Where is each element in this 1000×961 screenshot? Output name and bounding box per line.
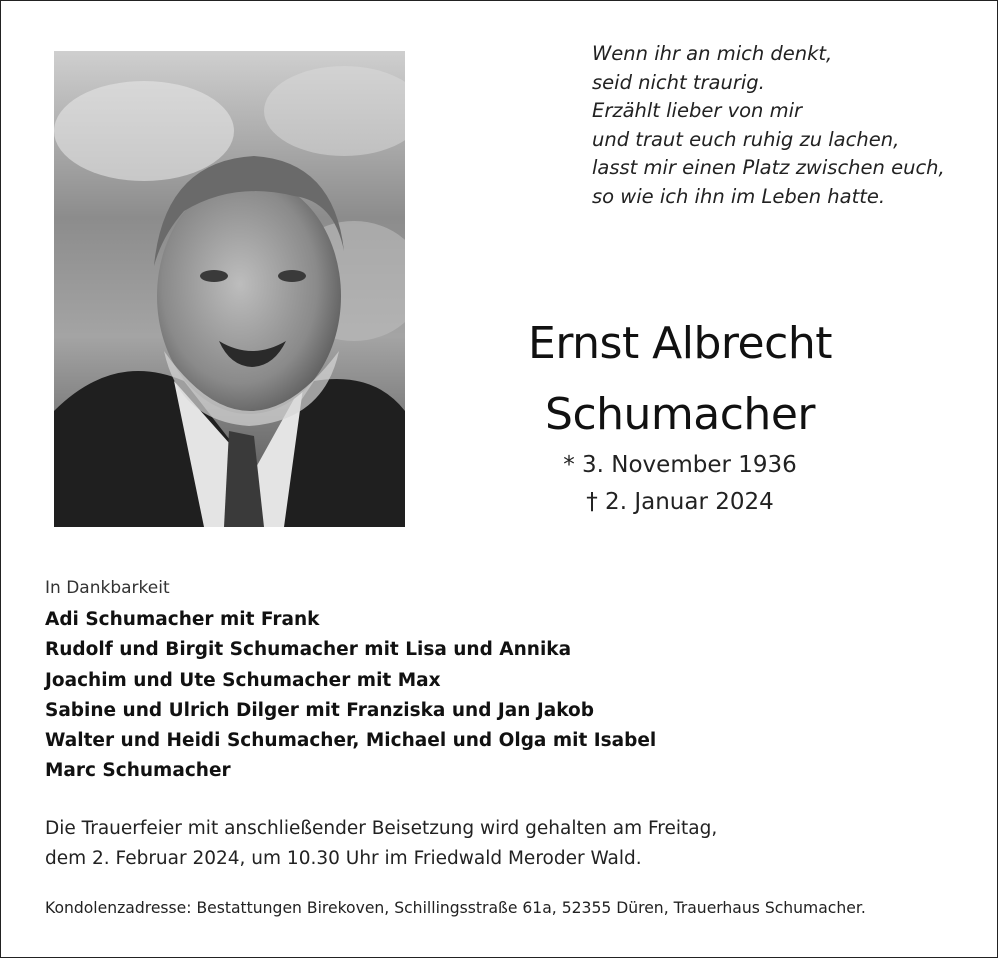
poem-line: Wenn ihr an mich denkt, xyxy=(592,42,833,65)
mourner-line: Marc Schumacher xyxy=(45,760,231,782)
poem-line: lasst mir einen Platz zwischen euch, xyxy=(592,156,945,180)
ceremony-line: dem 2. Februar 2024, um 10.30 Uhr im Friedwald Meroder Wald. xyxy=(45,848,642,869)
mourners-list xyxy=(45,605,656,787)
gratitude-intro: In Dankbarkeit xyxy=(45,578,170,598)
poem-line: seid nicht traurig. xyxy=(592,70,765,94)
mourner-line: Adi Schumacher mit Frank xyxy=(45,609,320,630)
ceremony-line: Die Trauerfeier mit anschließender Beisetzung wird gehalten am Freitag, xyxy=(45,818,718,839)
poem-line: Erzählt lieber von mir xyxy=(592,99,803,123)
birth-date: * 3. November 1936 xyxy=(563,452,797,478)
mourner-line: Joachim und Ute Schumacher mit Max xyxy=(45,669,441,691)
memorial-poem xyxy=(592,40,992,212)
mourner-line: Walter und Heidi Schumacher, Michael und Olga mit Isabel xyxy=(45,730,657,752)
mourner-line: Sabine und Ulrich Dilger mit Franziska und Jan Jakob xyxy=(45,699,594,721)
deceased-name-first: Ernst Albrecht xyxy=(528,318,832,369)
deceased-name-last: Schumacher xyxy=(545,389,815,440)
condolence-address: Kondolenzadresse: Bestattungen Birekoven, Schillingsstraße 61a, 52355 Düren, Trauerhaus Schumacher. xyxy=(45,899,866,917)
poem-line: so wie ich ihn im Leben hatte. xyxy=(592,184,886,208)
poem-line: und traut euch ruhig zu lachen, xyxy=(592,127,900,151)
ceremony-info xyxy=(45,814,717,874)
portrait-photo xyxy=(54,51,405,527)
mourner-line: Rudolf und Birgit Schumacher mit Lisa und Annika xyxy=(45,639,572,661)
death-date: † 2. Januar 2024 xyxy=(586,489,774,515)
